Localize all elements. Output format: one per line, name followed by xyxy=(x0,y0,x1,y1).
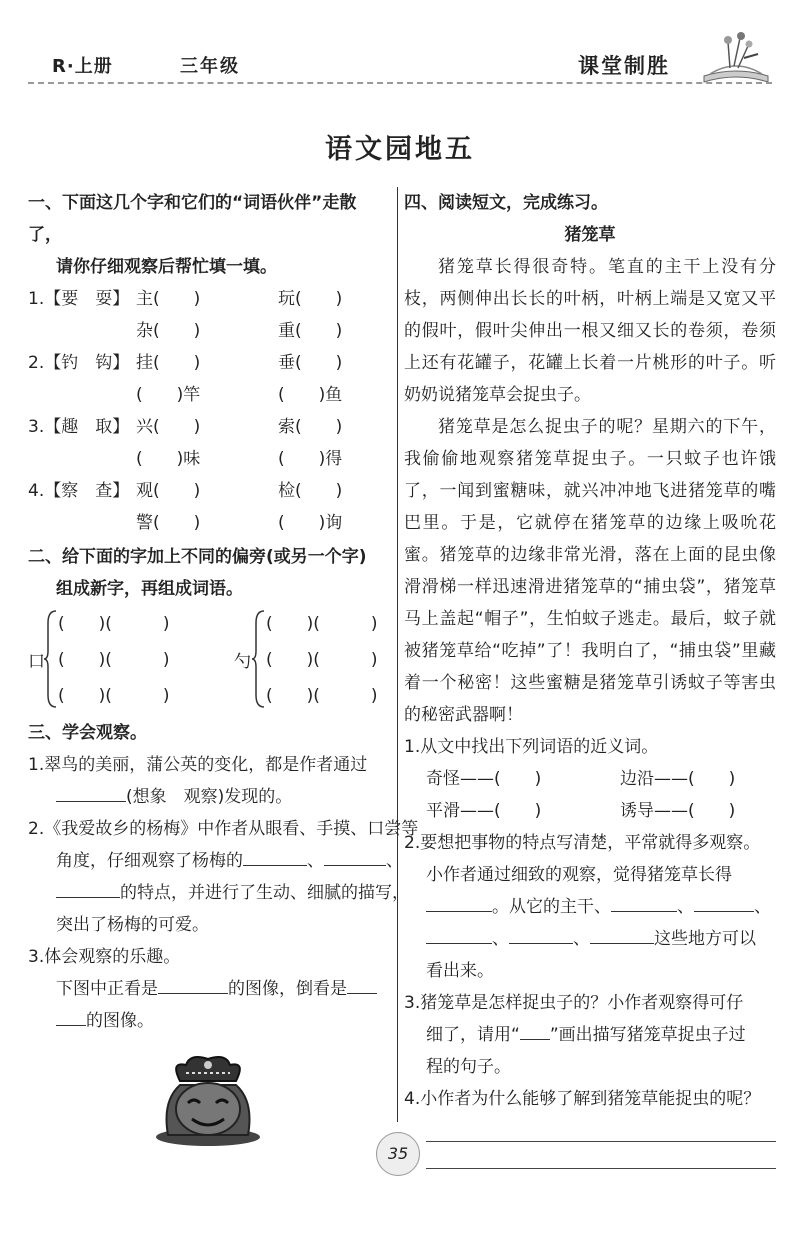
page-number: 35 xyxy=(376,1132,420,1176)
answer-blank[interactable] xyxy=(426,893,492,912)
answer-blank[interactable] xyxy=(590,925,654,944)
answer-blank[interactable] xyxy=(56,879,120,898)
s4-q3-line2: 细了，请用“ ”画出描写猪笼草捉虫子过 xyxy=(404,1019,776,1051)
answer-blank[interactable] xyxy=(56,783,126,802)
s4-q3: 3.猪笼草是怎样捉虫子的？小作者观察得可仔 xyxy=(404,993,744,1013)
s4-q2: 2.要想把事物的特点写清楚，平常就得多观察。 xyxy=(404,833,761,853)
s1-row xyxy=(28,475,390,507)
pair-4: ( )( ) xyxy=(266,614,378,634)
series-title: 课堂制胜 xyxy=(578,54,670,78)
ambiguous-face-illustration xyxy=(150,1051,266,1147)
s1-fill-in[interactable]: ( )竿 xyxy=(136,385,201,405)
answer-blank[interactable] xyxy=(509,925,573,944)
answer-blank[interactable] xyxy=(426,925,492,944)
s1-fill-in[interactable]: 玩( ) xyxy=(278,289,343,309)
s3-q3: 3.体会观察的乐趣。 xyxy=(28,947,181,967)
synonym-row-2: 平滑——( ) 诱导——( ) xyxy=(426,801,736,821)
section-2-title-cont: 组成新字，再组成词语。 xyxy=(56,579,243,599)
s1-fill-in[interactable]: 垂( ) xyxy=(278,353,343,373)
s3-q1-cont: (想象 观察)发现的。 xyxy=(28,781,390,813)
story-paragraph-1: 猪笼草长得很奇特。笔直的主干上没有分枝，两侧伸出长长的叶柄，叶柄上端是又宽又平的假叶，假叶尖伸出一根又细又长的卷须，卷须上还有花罐子，花罐上长着一片桃形的叶子。听奶奶说猪笼草会捉虫子。 xyxy=(404,257,776,405)
s4-q4: 4.小作者为什么能够了解到猪笼草能捉虫的呢？ xyxy=(404,1089,761,1109)
s1-row xyxy=(28,379,390,411)
answer-blank[interactable] xyxy=(347,975,377,994)
s4-q2-line4: 、 、 这些地方可以 xyxy=(404,923,776,955)
answer-blank[interactable] xyxy=(158,975,228,994)
s1-row xyxy=(28,315,390,347)
s1-fill-in[interactable]: ( )询 xyxy=(278,513,343,533)
answer-blank[interactable] xyxy=(243,847,307,866)
s1-fill-in[interactable]: 主( ) xyxy=(136,289,201,309)
s1-item-label: 1.【要 耍】 xyxy=(28,289,130,309)
section-2-brackets xyxy=(28,605,390,717)
s4-q2-line5: 看出来。 xyxy=(426,961,494,981)
s1-fill-in[interactable]: ( )味 xyxy=(136,449,201,469)
s1-fill-in[interactable]: 重( ) xyxy=(278,321,343,341)
s1-fill-in[interactable]: ( )鱼 xyxy=(278,385,343,405)
pair-3: ( )( ) xyxy=(58,686,170,706)
s4-q3-line3: 程的句子。 xyxy=(426,1057,511,1077)
s3-q2-line4: 突出了杨梅的可爱。 xyxy=(56,915,209,935)
s4-q2-line3: 。从它的主干、 、 、 xyxy=(404,891,776,923)
pair-6: ( )( ) xyxy=(266,686,378,706)
answer-blank[interactable] xyxy=(56,1007,86,1026)
s1-fill-in[interactable]: 警( ) xyxy=(136,513,201,533)
edition-label: R·上册 xyxy=(52,56,113,77)
s1-row xyxy=(28,347,390,379)
section-4-title: 四、阅读短文，完成练习。 xyxy=(404,193,608,213)
s1-item-label: 2.【钓 钩】 xyxy=(28,353,130,373)
section-1-title-cont: 请你仔细观察后帮忙填一填。 xyxy=(56,257,277,277)
s3-q3-line2: 下图中正看是 的图像，倒看是 xyxy=(28,973,390,1005)
s3-q3-line3: 的图像。 xyxy=(28,1005,390,1037)
section-2-char-2: 勺 xyxy=(234,652,251,672)
s1-item-label: 4.【察 查】 xyxy=(28,481,130,501)
section-3-title: 三、学会观察。 xyxy=(28,723,147,743)
s1-row xyxy=(28,443,390,475)
s1-fill-in[interactable]: 观( ) xyxy=(136,481,201,501)
underline-sample xyxy=(520,1021,550,1040)
s1-row xyxy=(28,411,390,443)
header-divider xyxy=(28,82,772,84)
column-divider xyxy=(397,187,398,1122)
answer-blank[interactable] xyxy=(324,847,386,866)
s1-row xyxy=(28,507,390,539)
story-title: 猪笼草 xyxy=(564,225,616,245)
right-column xyxy=(404,187,776,1169)
left-brace-icon xyxy=(44,609,58,709)
s1-fill-in[interactable]: 索( ) xyxy=(278,417,343,437)
s1-item-label: 3.【趣 取】 xyxy=(28,417,130,437)
section-2-title: 二、给下面的字加上不同的偏旁(或另一个字) xyxy=(28,547,367,567)
answer-line-1[interactable] xyxy=(426,1115,776,1142)
s3-q2-line2: 角度，仔细观察了杨梅的 、 、 xyxy=(28,845,390,877)
grade-label: 三年级 xyxy=(180,56,240,77)
s1-fill-in[interactable]: 检( ) xyxy=(278,481,343,501)
pair-5: ( )( ) xyxy=(266,650,378,670)
section-1-rows xyxy=(28,283,390,539)
page-title: 语文园地五 xyxy=(325,134,475,165)
left-column xyxy=(28,187,419,1151)
s1-fill-in[interactable]: ( )得 xyxy=(278,449,343,469)
s1-fill-in[interactable]: 兴( ) xyxy=(136,417,201,437)
s3-q2: 2.《我爱故乡的杨梅》中作者从眼看、手摸、口尝等 xyxy=(28,819,419,839)
book-logo-icon xyxy=(700,28,772,86)
story-text xyxy=(404,251,776,731)
s4-q2-line2: 小作者通过细致的观察，觉得猪笼草长得 xyxy=(426,865,732,885)
answer-blank[interactable] xyxy=(611,893,677,912)
synonym-row-1: 奇怪——( ) 边沿——( ) xyxy=(426,769,736,789)
s1-row xyxy=(28,283,390,315)
s4-q1: 1.从文中找出下列词语的近义词。 xyxy=(404,737,659,757)
s1-fill-in[interactable]: 杂( ) xyxy=(136,321,201,341)
answer-blank[interactable] xyxy=(694,893,754,912)
pair-1: ( )( ) xyxy=(58,614,170,634)
s3-q2-line3: 的特点，并进行了生动、细腻的描写， xyxy=(28,877,390,909)
section-2-char-1: 口 xyxy=(28,652,45,672)
left-brace-icon xyxy=(252,609,266,709)
answer-line-2[interactable] xyxy=(426,1142,776,1169)
section-1-title: 一、下面这几个字和它们的“词语伙伴”走散了， xyxy=(28,193,357,245)
s1-fill-in[interactable]: 挂( ) xyxy=(136,353,201,373)
pair-2: ( )( ) xyxy=(58,650,170,670)
s3-q1: 1.翠鸟的美丽，蒲公英的变化，都是作者通过 xyxy=(28,755,368,775)
story-paragraph-2: 猪笼草是怎么捉虫子的呢？星期六的下午，我偷偷地观察猪笼草捉虫子。一只蚊子也许饿了，一闻到蜜糖味，就兴冲冲地飞进猪笼草的嘴巴里。于是，它就停在猪笼草的边缘上吸吮花蜜。猪笼草的边缘非常光滑，落在上面的昆虫像滑滑梯一样迅速滑进猪笼草的“捕虫袋”，猪笼草马上盖起“帽子”，生怕蚊子逃走。最后，蚊子就被猪笼草给“吃掉”了！我明白了，“捕虫袋”里藏着一个秘密！这些蜜糖是猪笼草引诱蚊子等害虫的秘密武器啊！ xyxy=(404,417,776,725)
